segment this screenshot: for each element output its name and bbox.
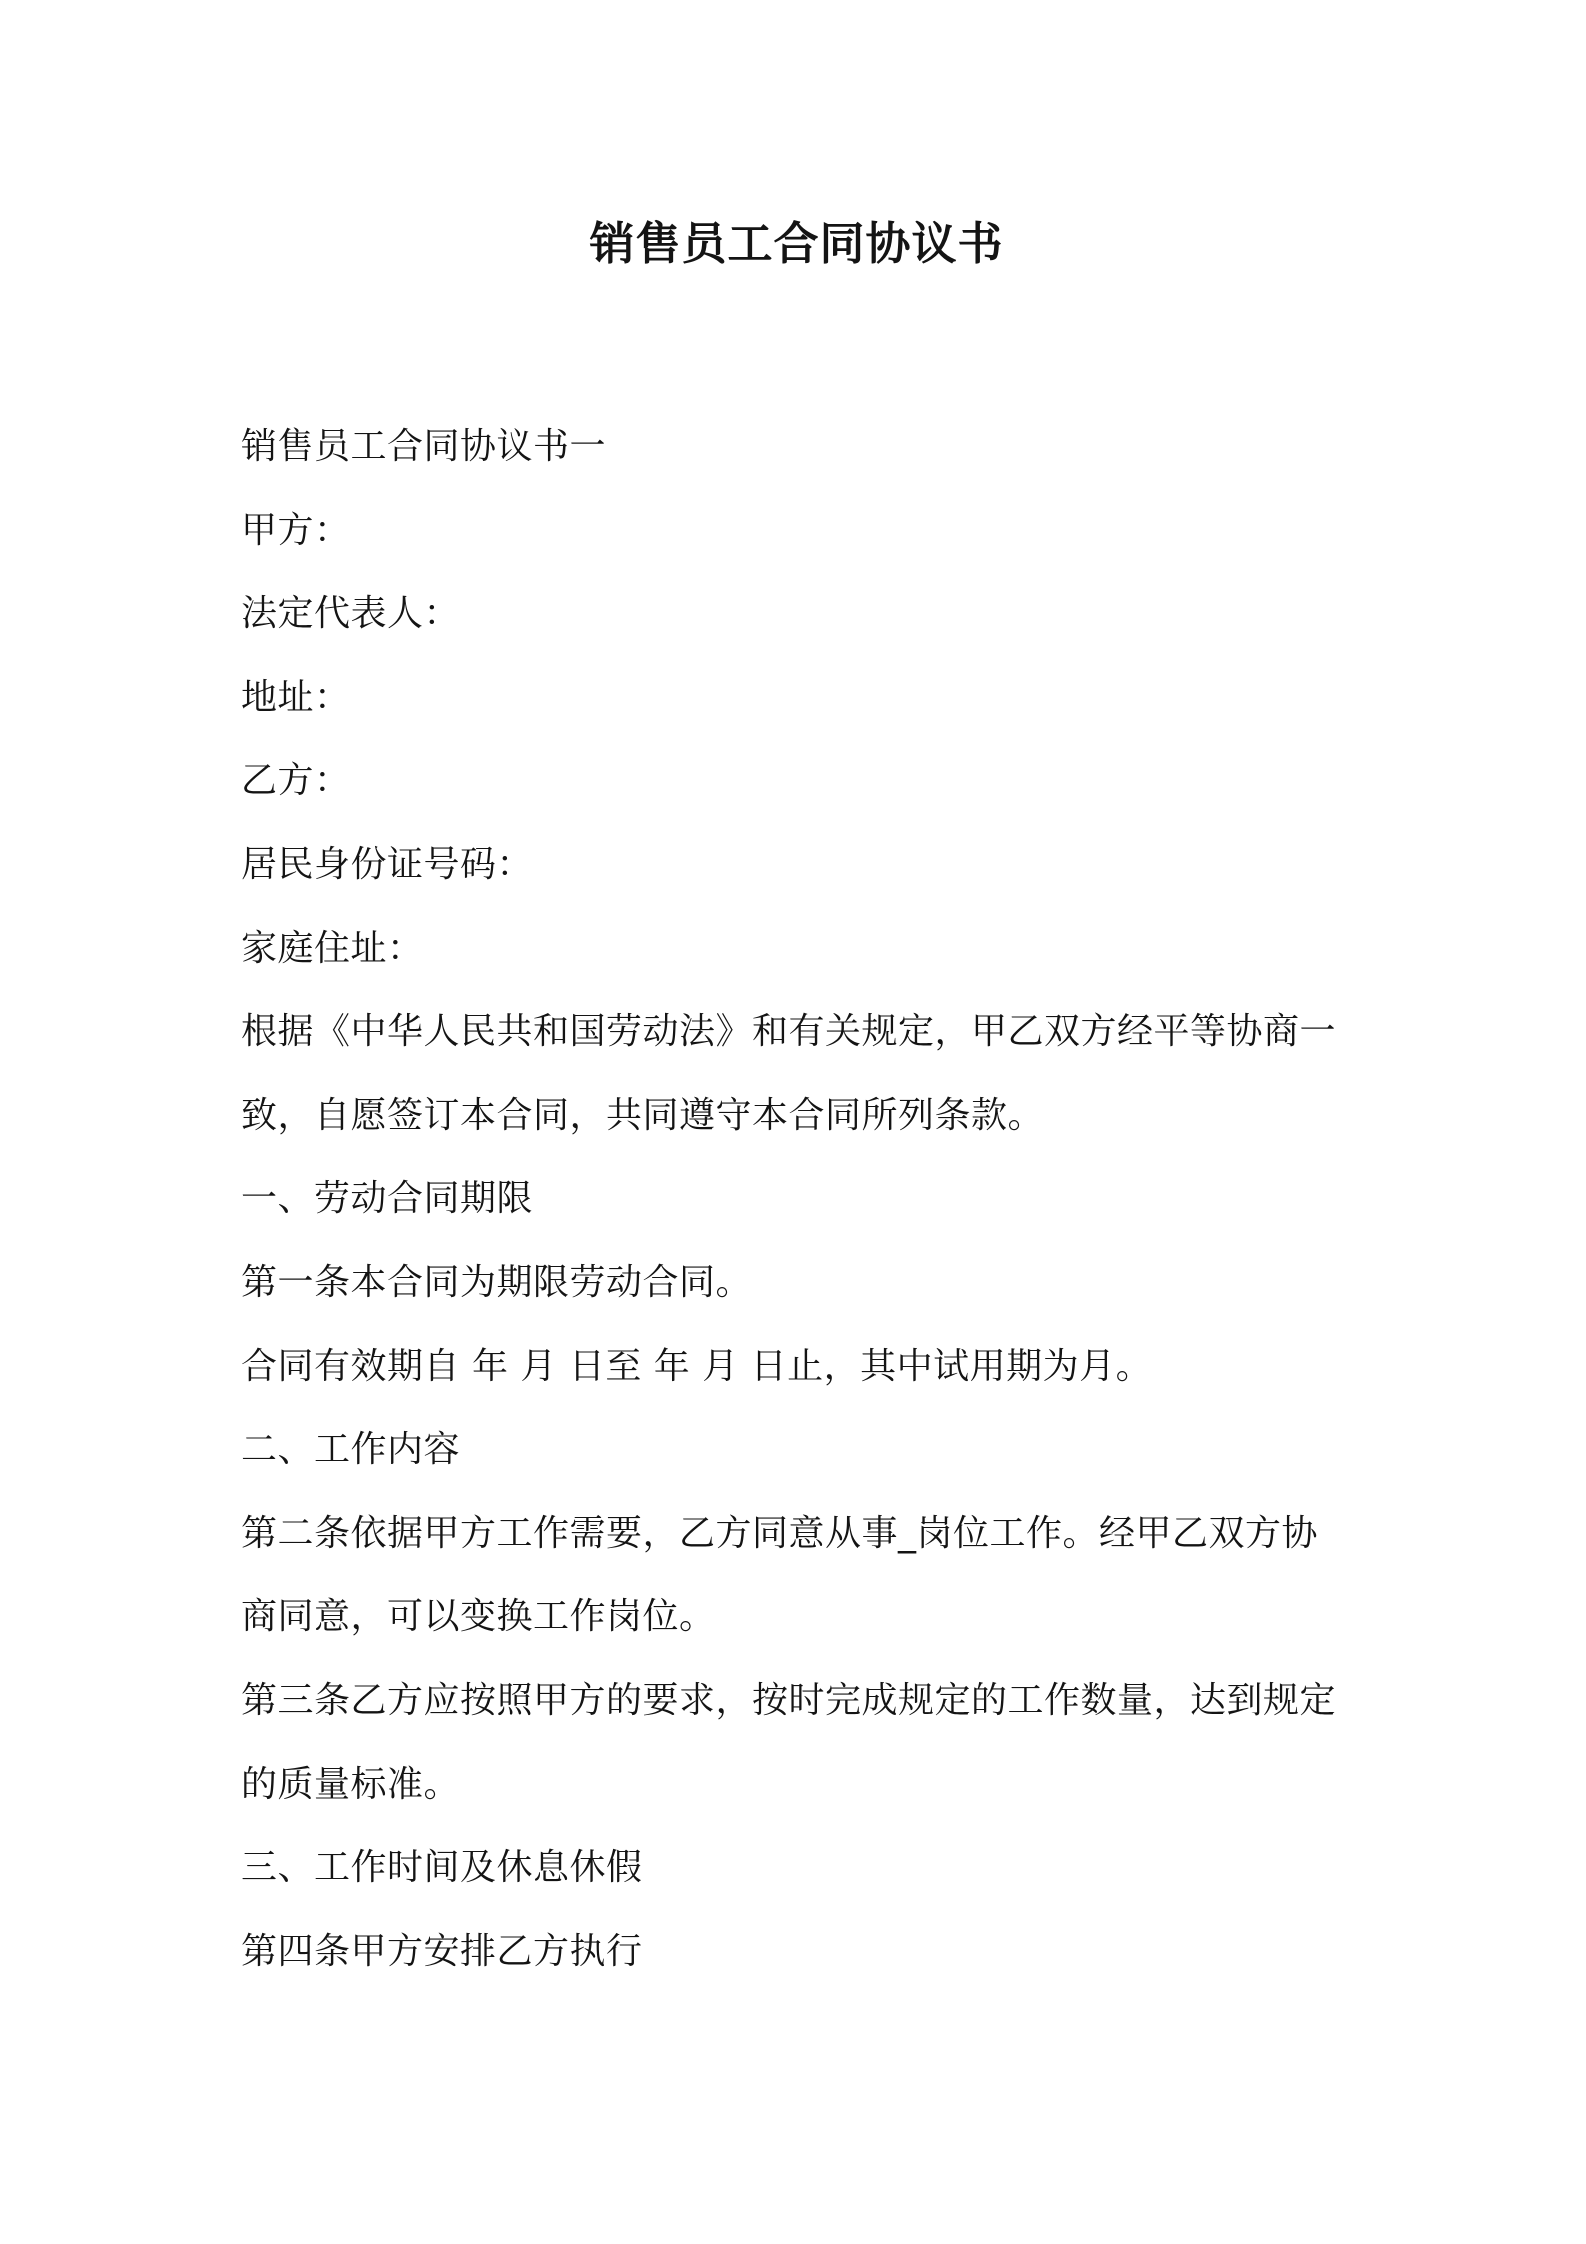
legal-representative-line: 法定代表人：	[241, 593, 461, 635]
preamble-line-1: 根据《中华人民共和国劳动法》和有关规定，甲乙双方经平等协商一	[241, 1011, 1337, 1053]
contract-period-line: 合同有效期自 年 月 日至 年 月 日止，其中试用期为月。	[241, 1345, 1153, 1387]
article-2-line-2: 商同意，可以变换工作岗位。	[241, 1596, 716, 1638]
section-heading-working-hours: 三、工作时间及休息休假	[241, 1847, 643, 1889]
section-heading-term: 一、劳动合同期限	[241, 1178, 534, 1220]
address-line: 地址：	[241, 676, 351, 718]
article-1-line: 第一条本合同为期限劳动合同。	[241, 1261, 753, 1303]
party-b-line: 乙方：	[241, 760, 351, 802]
id-number-line: 居民身份证号码：	[241, 843, 534, 885]
document-body	[241, 405, 1361, 1993]
subtitle-line: 销售员工合同协议书一	[241, 426, 607, 467]
preamble-line-2: 致，自愿签订本合同，共同遵守本合同所列条款。	[241, 1094, 1045, 1136]
article-4-line: 第四条甲方安排乙方执行	[241, 1930, 643, 1972]
article-3-line-2: 的质量标准。	[241, 1763, 461, 1805]
section-heading-work-content: 二、工作内容	[241, 1429, 461, 1471]
document-title: 销售员工合同协议书	[589, 217, 1004, 270]
home-address-line: 家庭住址：	[241, 927, 424, 969]
article-2-line-1: 第二条依据甲方工作需要，乙方同意从事_岗位工作。经甲乙双方协	[241, 1512, 1319, 1554]
article-3-line-1: 第三条乙方应按照甲方的要求，按时完成规定的工作数量，达到规定	[241, 1679, 1337, 1721]
party-a-line: 甲方：	[241, 509, 351, 551]
